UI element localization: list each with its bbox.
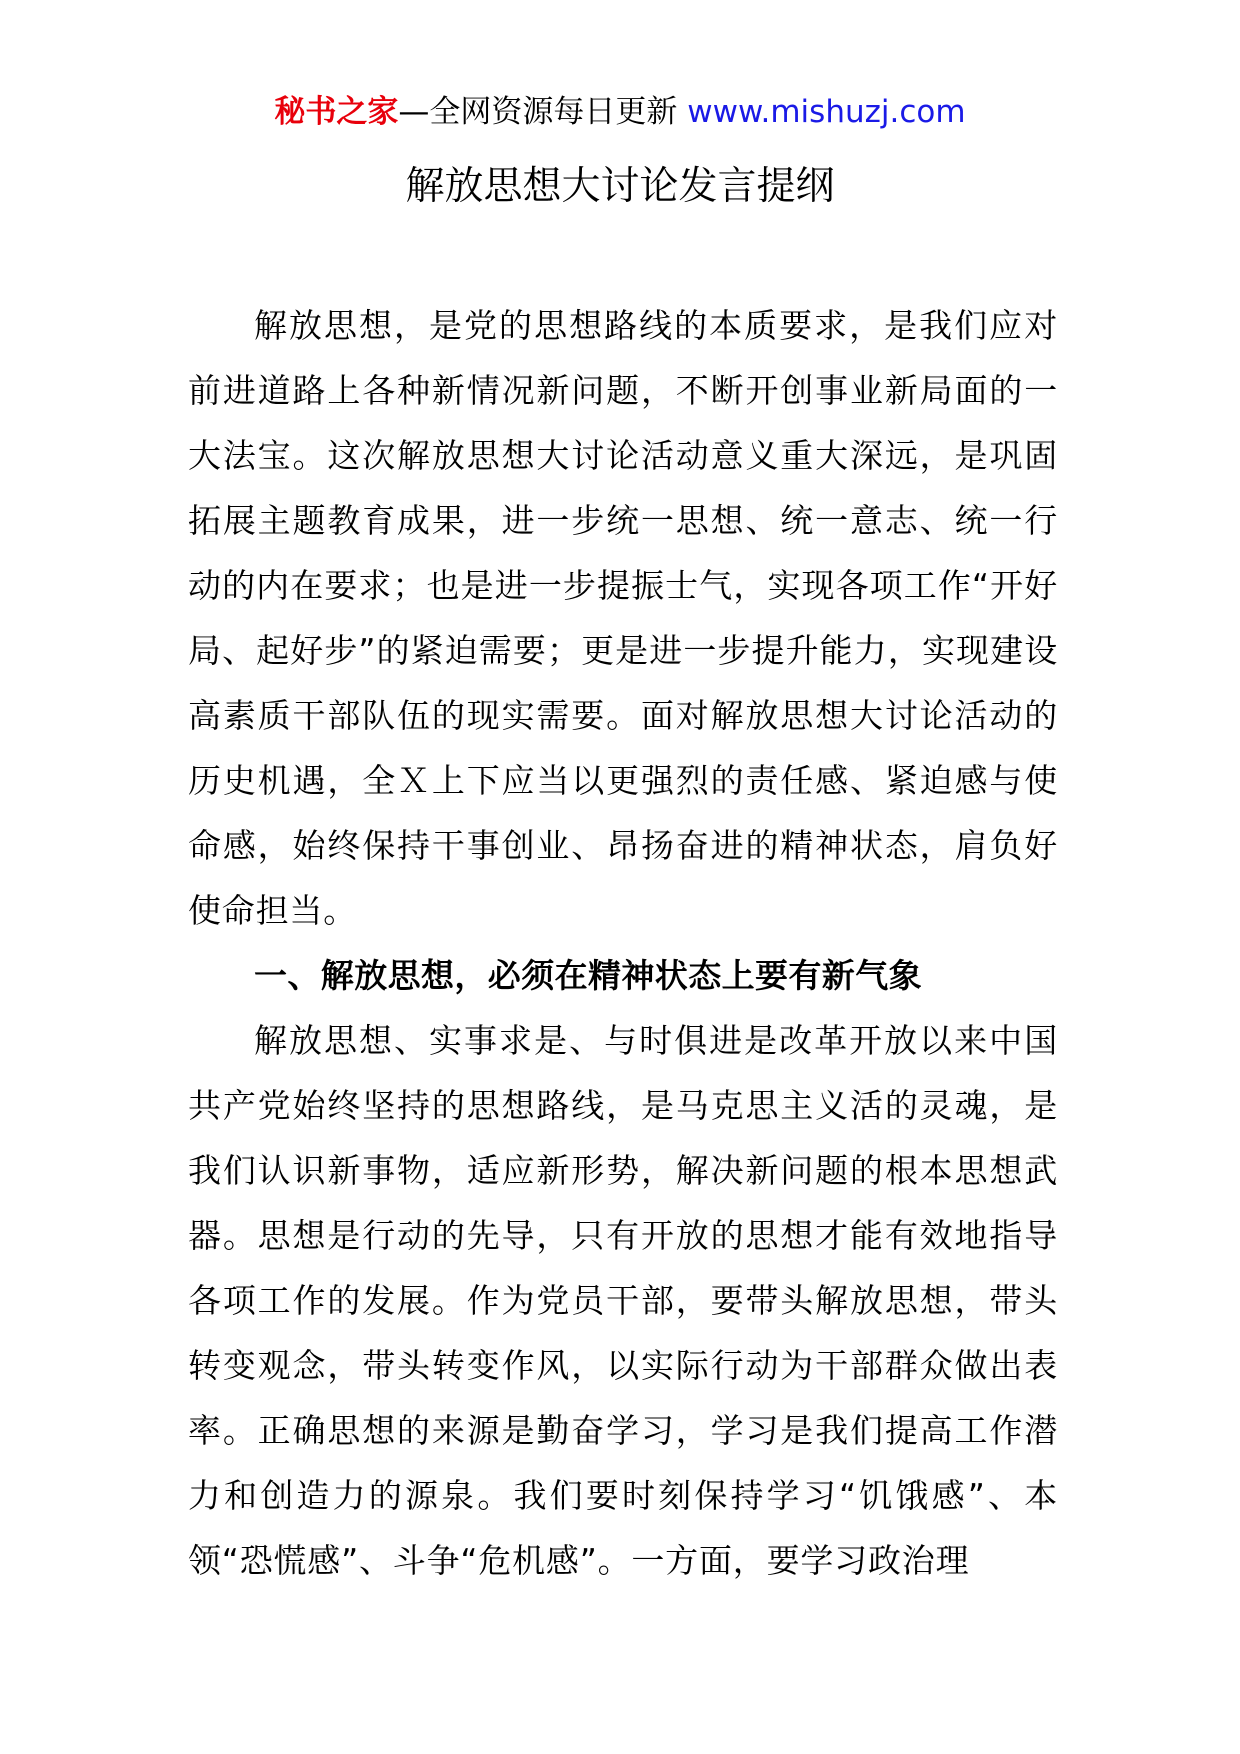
document-body	[188, 293, 1058, 1593]
site-url-link[interactable]: www.mishuzj.com	[687, 94, 966, 130]
document-title: 解放思想大讨论发言提纲	[405, 164, 835, 209]
site-header	[0, 92, 1240, 132]
intro-paragraph: 解放思想，是党的思想路线的本质要求，是我们应对前进道路上各种新情况新问题，不断开创事业新局面的一大法宝。这次解放思想大讨论活动意义重大深远，是巩固拓展主题教育成果，进一步统一思想、统一意志、统一行动的内在要求；也是进一步提振士气，实现各项工作“开好局、起好步”的紧迫需要；更是进一步提升能力，实现建设高素质干部队伍的现实需要。面对解放思想大讨论活动的历史机遇，全Ｘ上下应当以更强烈的责任感、紧迫感与使命感，始终保持干事创业、昂扬奋进的精神状态，肩负好使命担当。	[188, 306, 1058, 930]
site-slogan: —全网资源每日更新	[398, 94, 688, 130]
body-paragraph: 解放思想、实事求是、与时俱进是改革开放以来中国共产党始终坚持的思想路线，是马克思主义活的灵魂，是我们认识新事物，适应新形势，解决新问题的根本思想武器。思想是行动的先导，只有开放的思想才能有效地指导各项工作的发展。作为党员干部，要带头解放思想，带头转变观念，带头转变作风，以实际行动为干部群众做出表率。正确思想的来源是勤奋学习，学习是我们提高工作潜力和创造力的源泉。我们要时刻保持学习“饥饿感”、本领“恐慌感”、斗争“危机感”。一方面，要学习政治理	[188, 1021, 1058, 1580]
site-brand: 秘书之家	[274, 94, 399, 130]
section-heading: 一、解放思想，必须在精神状态上要有新气象	[254, 956, 922, 995]
